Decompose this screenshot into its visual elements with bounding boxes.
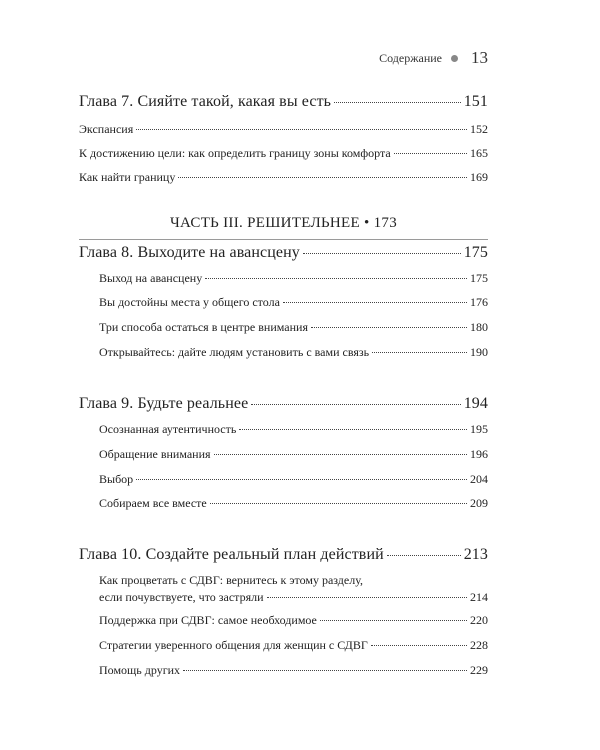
dot-leader: [371, 645, 467, 646]
entry-label: Стратегии уверенного общения для женщин с СДВГ: [99, 638, 368, 652]
toc-entry[interactable]: [79, 170, 488, 185]
dot-leader: [267, 597, 467, 598]
entry-page: 228: [470, 638, 488, 652]
dot-leader: [303, 253, 461, 254]
toc-entry[interactable]: [99, 613, 488, 628]
part-title: ЧАСТЬ III. РЕШИТЕЛЬНЕЕ • 173: [169, 215, 398, 231]
entry-label: Выход на авансцену: [99, 271, 203, 285]
chapter-page: 213: [463, 546, 488, 563]
toc-entry-two-line[interactable]: [99, 573, 488, 605]
dot-leader: [183, 670, 467, 671]
entry-page: 176: [470, 295, 488, 309]
divider: [79, 239, 488, 240]
toc-entry[interactable]: [99, 345, 488, 360]
entry-page: 229: [470, 663, 488, 677]
chapter-title: Глава 10. Создайте реальный план действий: [79, 546, 384, 563]
entry-page: 196: [470, 447, 488, 461]
chapter-title: Глава 8. Выходите на авансцену: [79, 244, 300, 261]
entry-label: Как найти границу: [79, 170, 176, 184]
toc-chapter-8[interactable]: [79, 244, 488, 262]
toc-entry[interactable]: [99, 422, 488, 437]
dot-leader: [283, 302, 467, 303]
entry-label: Осознанная аутентичность: [99, 422, 237, 436]
dot-leader: [210, 503, 467, 504]
dot-leader: [394, 153, 467, 154]
dot-leader: [136, 129, 467, 130]
dot-leader: [178, 177, 467, 178]
entry-label-line1: Как процветать с СДВГ: вернитесь к этому разделу,: [99, 573, 364, 587]
dot-leader: [214, 454, 467, 455]
entry-page: 190: [470, 345, 488, 359]
entry-label: Три способа остаться в центре внимания: [99, 320, 308, 334]
entry-page: 220: [470, 613, 488, 627]
entry-label: Обращение внимания: [99, 447, 211, 461]
chapter-page: 175: [463, 244, 488, 261]
entry-label-line2: если почувствуете, что застряли: [99, 590, 264, 604]
toc-entry[interactable]: [99, 295, 488, 310]
chapter-page: 194: [463, 395, 488, 412]
entry-page: 195: [470, 422, 488, 436]
chapter-page: 151: [463, 93, 488, 110]
dot-leader: [372, 352, 467, 353]
page-number: 13: [471, 48, 488, 67]
running-head: [379, 48, 488, 68]
entry-label: Выбор: [99, 472, 134, 486]
dot-leader: [251, 404, 460, 405]
entry-page: 175: [470, 271, 488, 285]
dot-leader: [387, 555, 461, 556]
entry-page: 214: [470, 590, 488, 604]
entry-page: 152: [470, 122, 488, 136]
dot-leader: [205, 278, 467, 279]
entry-page: 165: [470, 146, 488, 160]
entry-page: 209: [470, 496, 488, 510]
toc-entry[interactable]: [79, 122, 488, 137]
dot-leader: [136, 479, 467, 480]
toc-entry[interactable]: [99, 447, 488, 462]
section-title: Содержание: [379, 50, 442, 65]
entry-label: Вы достойны места у общего стола: [99, 295, 280, 309]
dot-leader: [239, 429, 467, 430]
toc-entry[interactable]: [99, 663, 488, 678]
entry-label: Помощь других: [99, 663, 181, 677]
toc-entry[interactable]: [99, 472, 488, 487]
entry-label: К достижению цели: как определить границу зоны комфорта: [79, 146, 391, 160]
toc-chapter-9[interactable]: [79, 395, 488, 413]
toc-entry[interactable]: [99, 320, 488, 335]
chapter-title: Глава 9. Будьте реальнее: [79, 395, 249, 412]
entry-page: 204: [470, 472, 488, 486]
bullet-dot-icon: [451, 55, 458, 62]
toc-entry[interactable]: [99, 496, 488, 511]
dot-leader: [320, 620, 467, 621]
toc-entry[interactable]: [79, 146, 488, 161]
entry-label: Открывайтесь: дайте людям установить с вами связь: [99, 345, 370, 359]
entry-label: Собираем все вместе: [99, 496, 207, 510]
dot-leader: [311, 327, 467, 328]
toc-chapter-7[interactable]: [79, 93, 488, 111]
dot-leader: [334, 102, 461, 103]
entry-label: Поддержка при СДВГ: самое необходимое: [99, 613, 317, 627]
entry-line2: [99, 590, 488, 605]
toc-chapter-10[interactable]: [79, 546, 488, 564]
entry-label: Экспансия: [79, 122, 134, 136]
toc-entry[interactable]: [99, 638, 488, 653]
toc-entry[interactable]: [99, 271, 488, 286]
chapter-title: Глава 7. Сияйте такой, какая вы есть: [79, 93, 332, 110]
entry-page: 180: [470, 320, 488, 334]
entry-page: 169: [470, 170, 488, 184]
